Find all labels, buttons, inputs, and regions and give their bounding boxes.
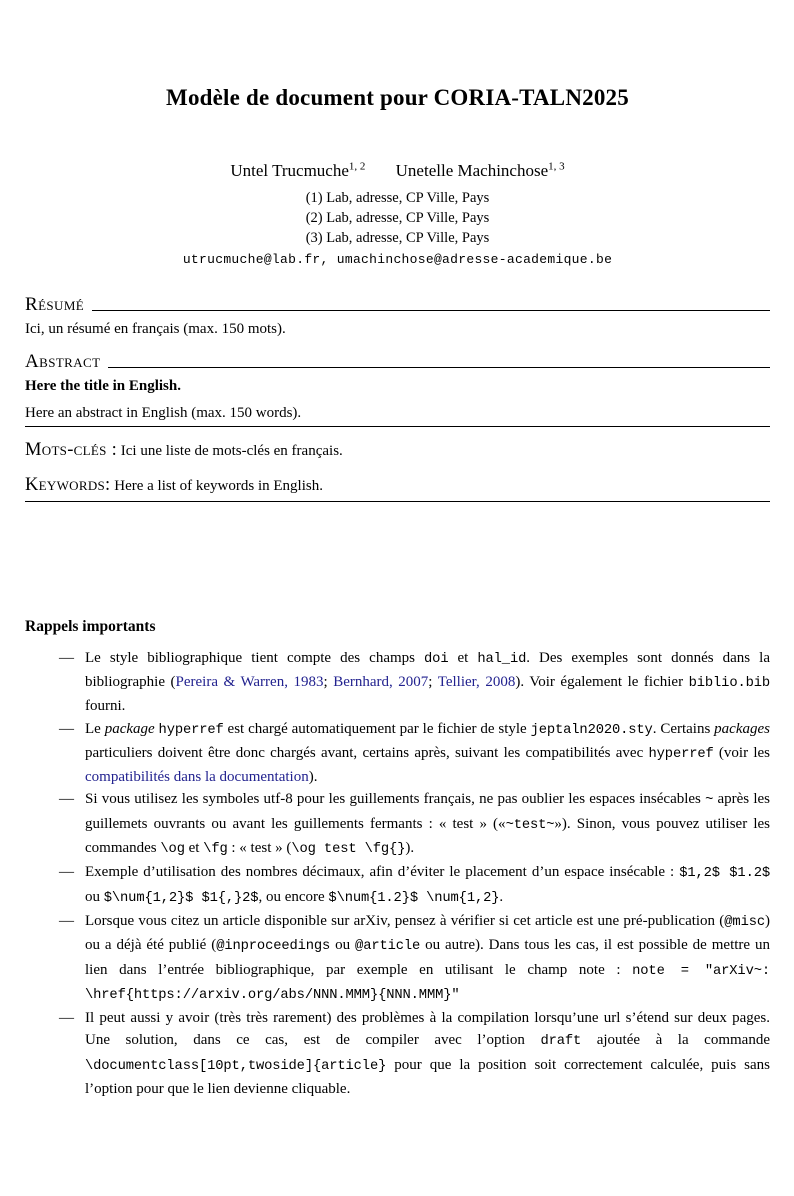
abstract-text: Here an abstract in English (max. 150 words). xyxy=(25,405,770,427)
text-segment: @misc xyxy=(724,914,765,930)
text-segment: hyperref xyxy=(648,746,714,762)
text-segment: ). xyxy=(308,769,318,786)
list-item xyxy=(25,861,770,910)
text-segment: ou autre). Dans tous les cas, il est possible de mettre un lien dans l’entrée bibliographique, par exemple en utilisant le champ note : xyxy=(85,937,770,978)
affiliation-3: (3) Lab, adresse, CP Ville, Pays xyxy=(305,229,490,246)
list-item xyxy=(25,788,770,861)
text-segment: est chargé automatiquement par le fichier de style xyxy=(223,720,531,737)
text-segment: Exemple d’utilisation des nombres décimaux, afin d’éviter le placement d’un espace insécable : xyxy=(85,864,680,881)
keywords-label: Keywords: xyxy=(25,474,111,495)
text-segment: et xyxy=(448,649,478,666)
abstract-heading xyxy=(25,352,770,371)
text-segment: $\num{1,2}$ $1{,}2$ xyxy=(103,890,259,906)
text-segment: ; xyxy=(428,673,438,690)
text-segment: jeptaln2020.sty xyxy=(530,722,653,738)
affiliation-2: (2) Lab, adresse, CP Ville, Pays xyxy=(305,209,490,226)
rappels-list xyxy=(25,647,770,1101)
author-emails: utrucmuche@lab.fr, umachinchose@adresse-academique.be xyxy=(182,251,613,267)
text-segment: \documentclass[10pt,twoside]{article} xyxy=(85,1058,387,1074)
resume-text: Ici, un résumé en français (max. 150 mots). xyxy=(25,320,286,337)
text-segment: doi xyxy=(424,651,449,667)
text-segment: hyperref xyxy=(158,722,224,738)
text-segment: Lorsque vous citez un article disponible sur arXiv, pensez à vérifier si cet article est une pré-publication ( xyxy=(85,912,725,929)
text-segment: \fg xyxy=(203,842,228,858)
text-segment: ; xyxy=(323,673,334,690)
keywords-line xyxy=(25,475,770,496)
list-item xyxy=(25,647,770,718)
author-1-affiliation-marks: 1, 2 xyxy=(348,160,366,172)
bullet-dash: — xyxy=(59,912,74,929)
list-item xyxy=(25,718,770,789)
text-segment: et xyxy=(184,840,204,857)
bullet-dash: — xyxy=(59,649,74,666)
bullet-dash: — xyxy=(59,1010,74,1027)
authors-line xyxy=(25,156,770,181)
motscles-text: Ici une liste de mots-clés en français. xyxy=(120,442,343,459)
keywords-text: Here a list of keywords in English. xyxy=(114,477,323,494)
text-segment: Si vous utilisez les symboles utf-8 pour les guillements français, ne pas oublier les espaces insécables xyxy=(85,791,706,808)
text-segment: \og test \fg{} xyxy=(291,842,406,858)
text-segment: : « test » ( xyxy=(227,840,292,857)
affiliations-block xyxy=(25,188,770,248)
list-item xyxy=(25,910,770,1007)
text-segment: @inproceedings xyxy=(216,939,331,955)
author-2-name: Unetelle Machinchose xyxy=(395,160,549,180)
text-segment: note = "arXiv~: \href{https://arxiv.org/abs/NNN.MMM}{NNN.MMM}" xyxy=(85,963,770,1003)
resume-heading xyxy=(25,295,770,314)
text-segment: ). xyxy=(405,840,415,857)
text-segment: (voir les xyxy=(713,744,771,761)
list-item-text xyxy=(85,864,770,904)
text-segment: $1,2$ $1.2$ xyxy=(679,866,770,882)
text-segment: packages xyxy=(714,720,770,737)
inline-link[interactable]: Pereira & Warren, 1983 xyxy=(175,673,324,690)
abstract-rule xyxy=(108,367,770,368)
text-segment: $\num{1.2}$ \num{1,2} xyxy=(328,890,500,906)
bullet-dash: — xyxy=(59,720,74,737)
text-segment: ~test~ xyxy=(505,817,555,833)
text-segment: fourni. xyxy=(85,698,126,715)
text-segment: draft xyxy=(540,1034,582,1050)
text-segment: pour que la position soit correctement calculée, puis sans l’option pour que le lien devienne cliquable. xyxy=(85,1056,770,1097)
text-segment: Le style bibliographique tient compte des champs xyxy=(85,649,425,666)
text-segment: package xyxy=(104,720,155,737)
affiliation-1: (1) Lab, adresse, CP Ville, Pays xyxy=(305,189,490,206)
motscles-label: Mots-clés : xyxy=(25,439,118,460)
text-segment: \og xyxy=(160,842,185,858)
inline-link[interactable]: compatibilités dans la documentation xyxy=(85,769,309,786)
text-segment: hal_id xyxy=(477,651,527,667)
inline-link[interactable]: Tellier, 2008 xyxy=(437,673,516,690)
list-item xyxy=(25,1007,770,1100)
abstract-label: Abstract xyxy=(25,350,101,372)
english-title: Here the title in English. xyxy=(25,377,181,394)
text-segment: Il peut aussi y avoir (très très rarement) des problèmes à la compilation lorsqu’une url s’étend sur deux pages. Une solution, dans ce cas, est de compiler avec l’option xyxy=(85,1010,770,1049)
text-segment: particuliers doivent être donc chargés avant, certains après, suivant les compatibilités avec xyxy=(85,744,649,761)
inline-link[interactable]: Bernhard, 2007 xyxy=(333,673,429,690)
author-1-name: Untel Trucmuche xyxy=(230,160,349,180)
text-segment: . Certains xyxy=(652,720,715,737)
abstract-box-bottom-rule xyxy=(25,501,770,502)
resume-rule xyxy=(92,310,770,311)
page-title: Modèle de document pour CORIA-TALN2025 xyxy=(166,85,629,110)
text-segment: ajoutée à la commande xyxy=(581,1032,770,1049)
text-segment: »). Sinon, vous pouvez utiliser les commandes xyxy=(85,815,770,857)
text-segment: . xyxy=(499,888,504,905)
text-segment: ) ou a déjà été publié ( xyxy=(85,912,770,954)
text-segment: , ou encore xyxy=(258,888,329,905)
text-segment: ~ xyxy=(705,793,714,809)
text-segment: ou xyxy=(85,888,104,905)
list-item-text xyxy=(85,721,770,786)
text-segment: @article xyxy=(355,939,421,955)
text-segment: biblio.bib xyxy=(688,675,771,691)
list-item-text xyxy=(85,913,770,1002)
motscles-line xyxy=(25,440,770,461)
text-segment: ). Voir également le fichier xyxy=(515,673,689,690)
text-segment: après les guillemets ouvrants ou avant les guillements fermants : « test » (« xyxy=(85,791,770,832)
resume-label: Résumé xyxy=(25,293,85,315)
author-1 xyxy=(230,161,365,180)
bullet-dash: — xyxy=(59,791,74,808)
text-segment: . Des exemples sont donnés dans la bibliographie ( xyxy=(85,649,771,690)
author-2 xyxy=(396,161,565,180)
bullet-dash: — xyxy=(59,864,74,881)
list-item-text xyxy=(85,650,770,715)
rappels-heading: Rappels importants xyxy=(25,617,156,635)
text-segment: Le xyxy=(85,720,105,737)
list-item-text xyxy=(85,1010,770,1097)
document-page xyxy=(0,84,794,1196)
author-2-affiliation-marks: 1, 3 xyxy=(548,160,565,172)
list-item-text xyxy=(85,791,770,856)
text-segment: ou xyxy=(330,937,356,954)
